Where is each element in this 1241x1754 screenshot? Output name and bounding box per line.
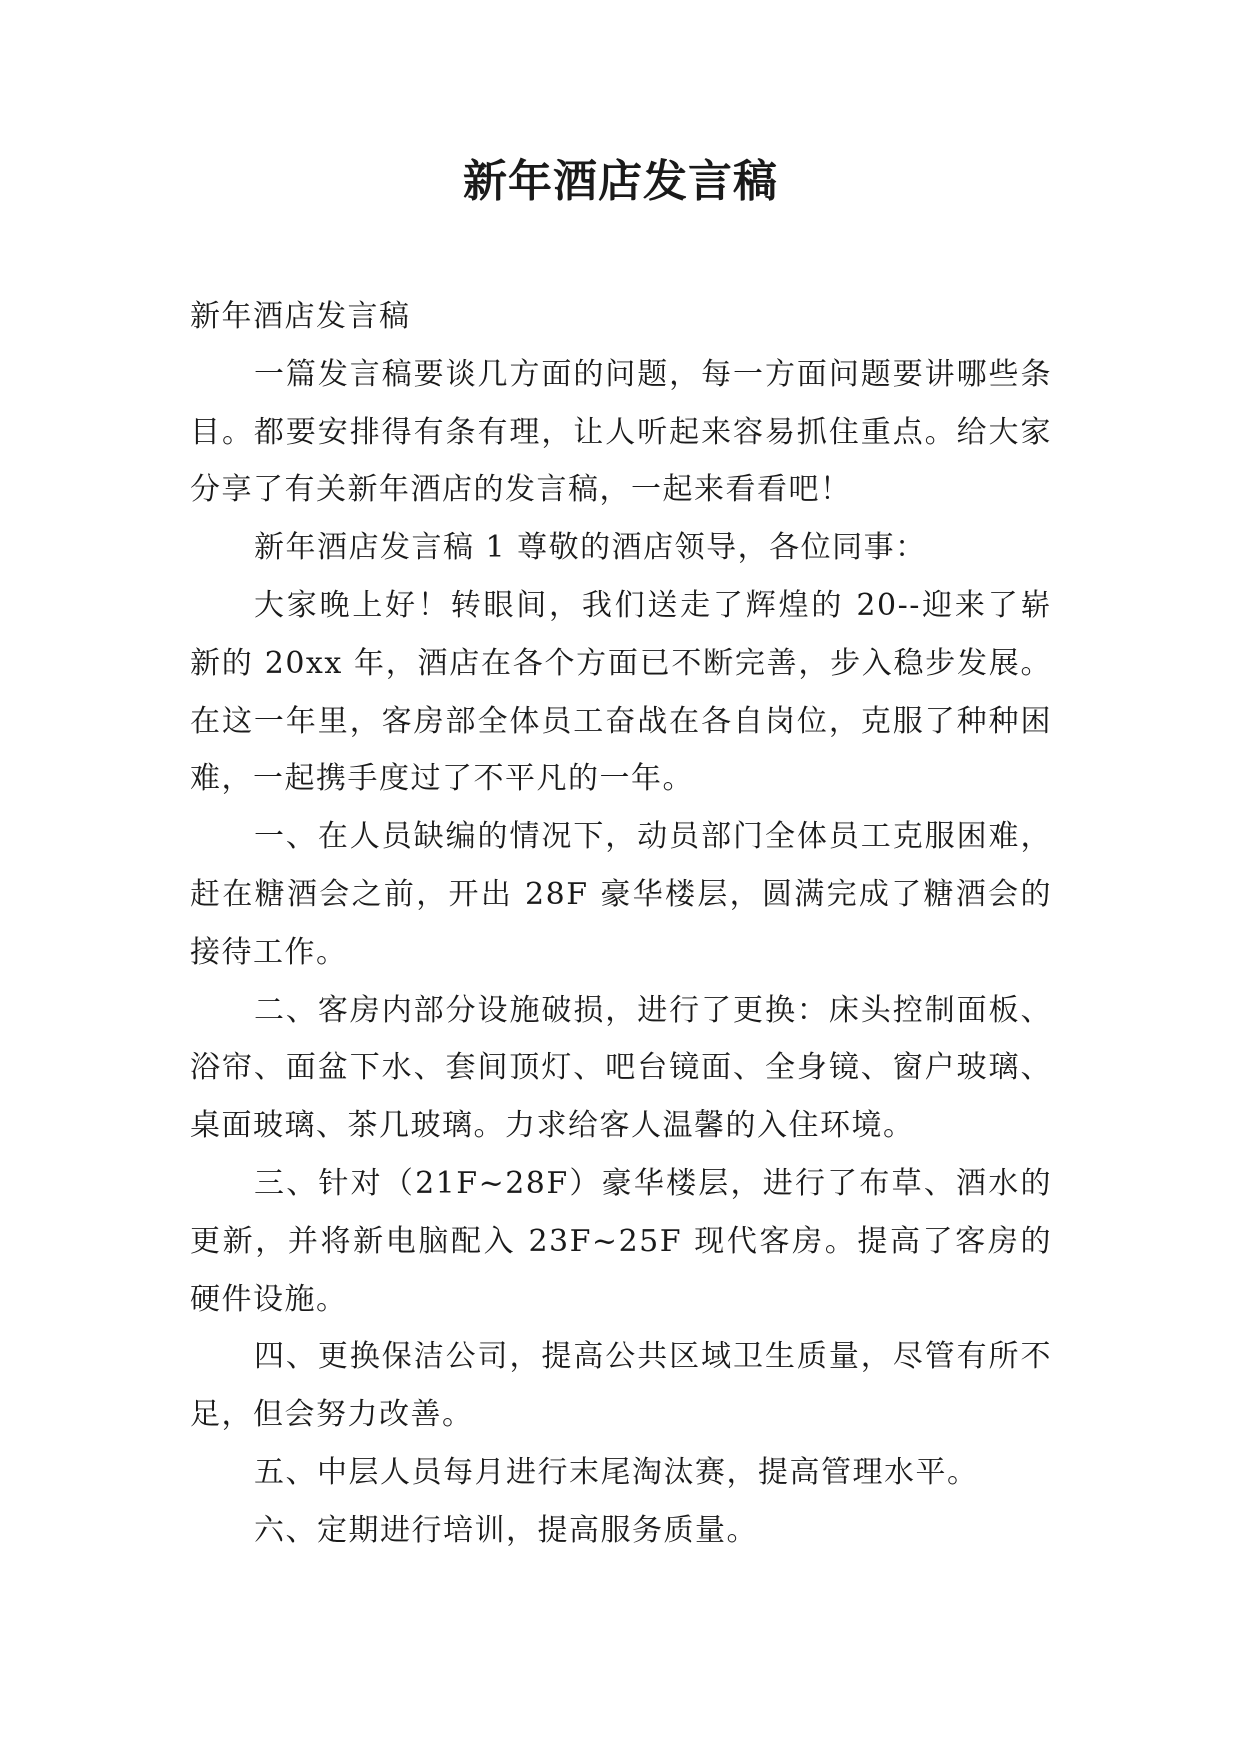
paragraph-item-5: 五、中层人员每月进行末尾淘汰赛，提高管理水平。 [254, 1454, 979, 1490]
paragraph-item-1: 一、在人员缺编的情况下，动员部门全体员工克服困难，赶在糖酒会之前，开出 28F 豪华楼层，圆满完成了糖酒会的接待工作。 [190, 819, 1052, 970]
paragraph-item-4: 四、更换保洁公司，提高公共区域卫生质量，尽管有所不足，但会努力改善。 [190, 1339, 1052, 1433]
paragraph-heading: 新年酒店发言稿 [190, 299, 411, 334]
paragraph-intro: 一篇发言稿要谈几方面的问题，每一方面问题要讲哪些条目。都要安排得有条有理，让人听起来容易抓住重点。给大家分享了有关新年酒店的发言稿，一起来看看吧！ [190, 356, 1052, 508]
paragraph-item-3: 三、针对（21F~28F）豪华楼层，进行了布草、酒水的更新，并将新电脑配入 23F~25F 现代客房。提高了客房的硬件设施。 [190, 1165, 1052, 1317]
paragraph-item-2: 二、客房内部分设施破损，进行了更换：床头控制面板、浴帘、面盆下水、套间顶灯、吧台镜面、全身镜、窗户玻璃、桌面玻璃、茶几玻璃。力求给客人温馨的入住环境。 [190, 992, 1052, 1144]
paragraph-item-6: 六、定期进行培训，提高服务质量。 [254, 1512, 758, 1548]
paragraph-salutation: 新年酒店发言稿 1 尊敬的酒店领导，各位同事： [254, 530, 927, 566]
document-title: 新年酒店发言稿 [463, 156, 778, 207]
paragraph-greeting: 大家晚上好！转眼间，我们送走了辉煌的 20--迎来了崭新的 20xx 年，酒店在各个方面已不断完善，步入稳步发展。在这一年里，客房部全体员工奋战在各自岗位，克服了种种困难，一起携手度过了不平凡的一年。 [190, 587, 1052, 797]
document-body [190, 288, 1052, 1560]
